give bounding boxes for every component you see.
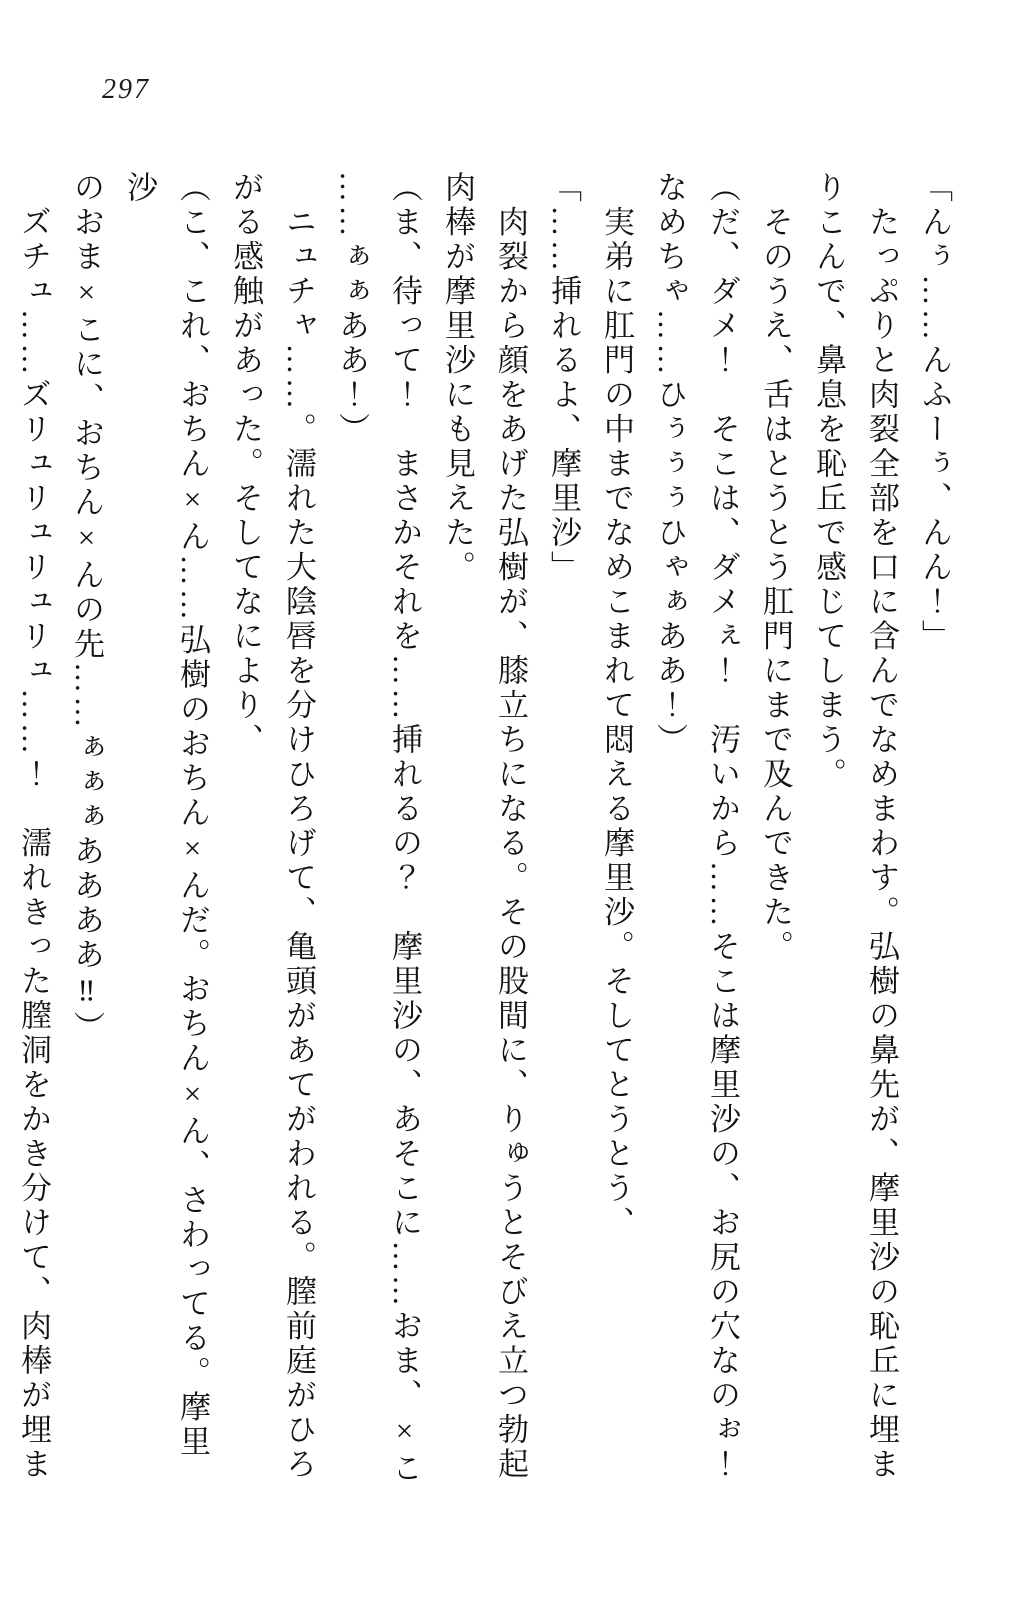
text-line: がる感触があった。そしてなにより、 — [228, 171, 263, 758]
text-line: 「……挿れるよ、摩里沙」 — [546, 171, 581, 585]
page-number: 297 — [102, 74, 150, 105]
text-line: （だ、ダメ！ そこは、ダメぇ！ 汚いから……そこは摩里沙の、お尻の穴なのぉ！ — [705, 171, 740, 1482]
text-line: たっぷりと肉裂全部を口に含んでなめまわす。弘樹の鼻先が、摩里沙の恥丘に埋ま — [864, 171, 899, 1482]
text-line: （ま、待って！ まさかそれを……挿れるの？ 摩里沙の、あそこに……おま、×こ — [387, 171, 422, 1486]
text-line: りこんで、鼻息を恥丘で感じてしまう。 — [811, 171, 846, 792]
text-line: ……ぁぁああ！） — [334, 171, 369, 447]
text-line: 実弟に肛門の中までなめこまれて悶える摩里沙。そしてとうとう、 — [599, 171, 634, 1241]
text-line: なめちゃ……ひぅぅぅひゃぁああ！） — [652, 171, 687, 758]
text-line: 肉裂から顔をあげた弘樹が、膝立ちになる。その股間に、りゅうとそびえ立つ勃起 — [493, 171, 528, 1482]
text-line: のおま×こに、おちん×んの先……ぁぁぁああああ‼） — [69, 171, 104, 1046]
text-line: 肉棒が摩里沙にも見えた。 — [440, 171, 475, 585]
text-line: ズチュ……ズリュリュリュリュ……！ 濡れきった膣洞をかき分けて、肉棒が埋ま — [16, 171, 51, 1482]
text-line: ニュチャ……。濡れた大陰唇を分けひろげて、亀頭があてがわれる。膣前庭がひろ — [281, 171, 316, 1482]
text-line: 「んぅ……んふーぅ、んん！」 — [917, 171, 952, 654]
text-line: そのうえ、舌はとうとう肛門にまで及んできた。 — [758, 171, 793, 965]
text-line: （こ、これ、おちん×ん……弘樹のおちん×んだ。おちん×ん、さわってる。摩里沙 — [122, 171, 210, 1460]
text-block — [7, 171, 961, 1493]
